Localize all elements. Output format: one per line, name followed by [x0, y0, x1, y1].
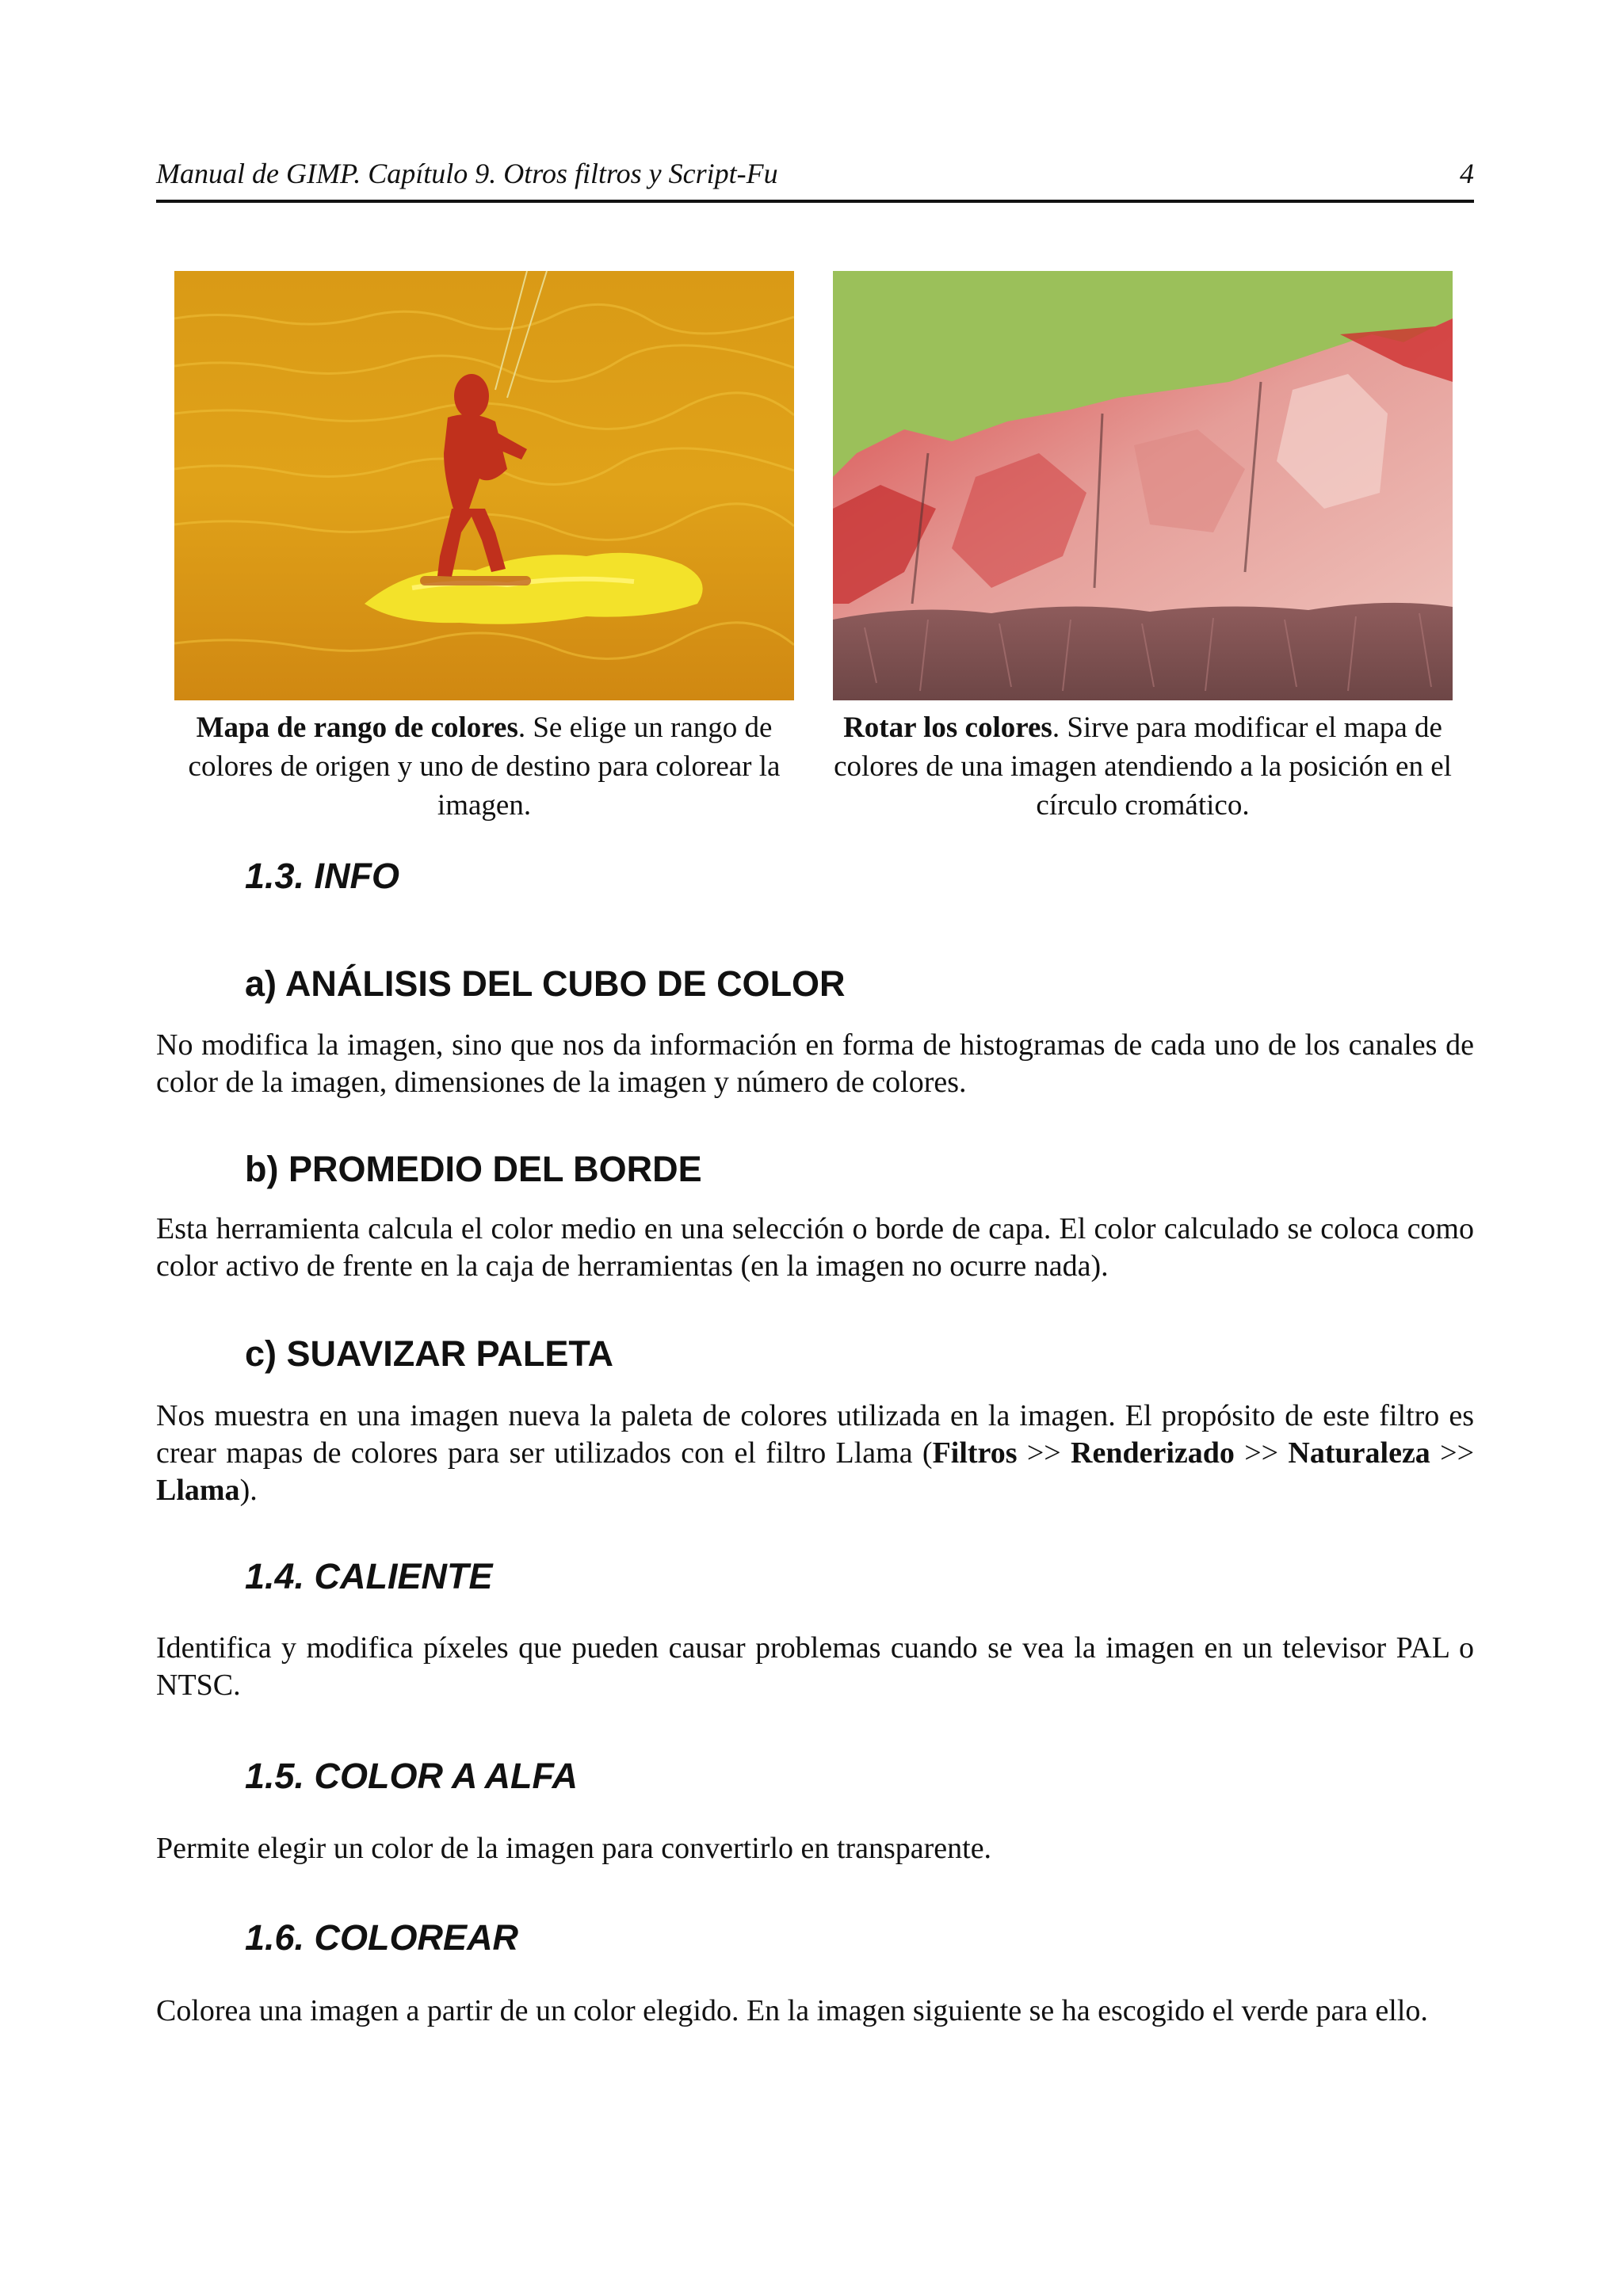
heading-promedio-borde: b) PROMEDIO DEL BORDE [245, 1149, 702, 1189]
menu-naturaleza: Naturaleza [1288, 1436, 1430, 1470]
page-header [156, 155, 1474, 203]
figure-caption [821, 708, 1465, 825]
paragraph-color-alfa: Permite elegir un color de la imagen para convertirlo en transparente. [156, 1832, 992, 1865]
figure-rotate-colors [833, 271, 1453, 825]
heading-cubo-color: a) ANÁLISIS DEL CUBO DE COLOR [245, 963, 846, 1004]
kitesurfer-yellow-red-image [174, 271, 794, 700]
heading-info: 1.3. INFO [245, 856, 400, 896]
caption-title: Mapa de rango de colores [196, 711, 518, 744]
caption-text: . Se elige un rango de colores de origen y uno de destino para colorear la imagen. [188, 711, 781, 822]
heading-caliente: 1.4. CALIENTE [245, 1556, 493, 1596]
dry-grass [833, 603, 1453, 700]
figure-caption [162, 708, 806, 825]
paragraph-suavizar-paleta: Nos muestra en una imagen nueva la paleta de colores utilizada en la imagen. El propósito de este filtro es crear mapas de colores para ser utilizados con el filtro Llama (Filtros >> Renderizado >> Naturaleza >> Llama). [156, 1399, 1474, 1507]
figure-color-range-map [174, 271, 794, 825]
heading-color-alfa: 1.5. COLOR A ALFA [245, 1756, 579, 1796]
paragraph-cubo-color: No modifica la imagen, sino que nos da información en forma de histogramas de cada uno de los canales de color de la imagen, dimensiones de la imagen y número de colores. [156, 1028, 1474, 1099]
heading-colorear: 1.6. COLOREAR [245, 1917, 519, 1958]
menu-renderizado: Renderizado [1071, 1436, 1235, 1470]
caption-title: Rotar los colores [843, 711, 1052, 744]
caption-text: . Sirve para modificar el mapa de colores de una imagen atendiendo a la posición en el círculo cromático. [834, 711, 1452, 822]
menu-llama: Llama [156, 1474, 240, 1507]
paragraph-caliente: Identifica y modifica píxeles que pueden causar problemas cuando se vea la imagen en un televisor PAL o NTSC. [156, 1631, 1474, 1702]
page-number: 4 [1460, 158, 1474, 189]
cliffs-green-sky-image [833, 271, 1453, 700]
paragraph-promedio-borde: Esta herramienta calcula el color medio en una selección o borde de capa. El color calculado se coloca como color activo de frente en la caja de herramientas (en la imagen no ocurre nada). [156, 1212, 1474, 1283]
sea-background [174, 271, 794, 700]
header-title: Manual de GIMP. Capítulo 9. Otros filtros y Script-Fu [156, 158, 778, 189]
heading-suavizar-paleta: c) SUAVIZAR PALETA [245, 1333, 614, 1374]
menu-filtros: Filtros [932, 1436, 1018, 1470]
paragraph-colorear: Colorea una imagen a partir de un color elegido. En la imagen siguiente se ha escogido el verde para ello. [156, 1994, 1428, 2027]
